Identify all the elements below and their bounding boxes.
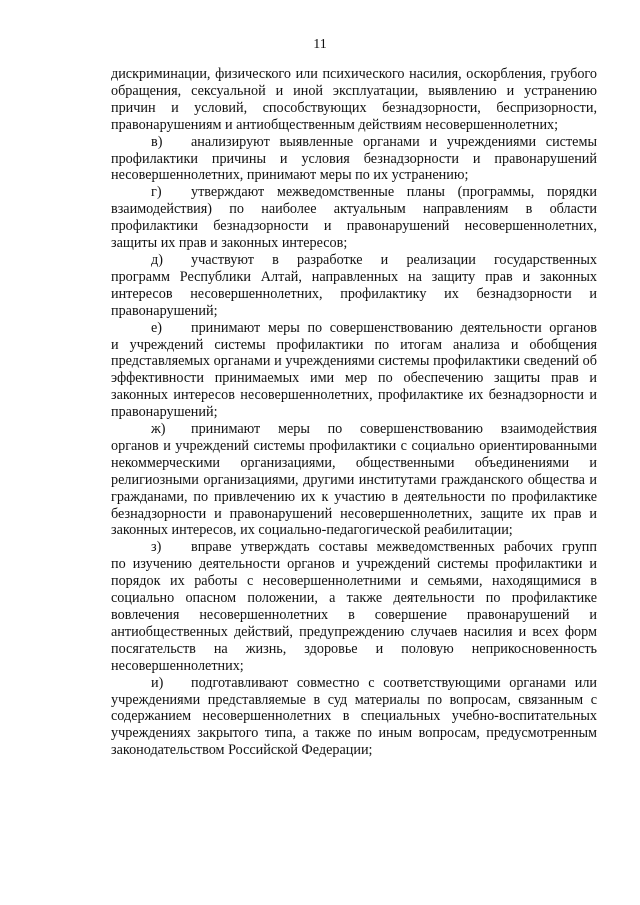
item-first-line: утверждают межведомственные планы (программы, порядки (191, 184, 597, 201)
item-text: программ Республики Алтай, направленных на защиту прав и законных интересов несовершеннолетних, профилактику их безнадзорности и правонарушений; (111, 268, 597, 319)
document-body (111, 66, 597, 759)
list-item-zh (111, 421, 597, 539)
item-text: и учреждений системы профилактики по итогам анализа и обобщения представляемых органами и учреждениями системы профилактики сведений об эффективности принимаемых ими мер по обеспечению защиты прав и законных интересов несовершеннолетних, профилактике их безнадзорности и правонарушений; (111, 336, 597, 421)
item-text: профилактики причины и условия безнадзорности и правонарушений несовершеннолетних, принимают меры по их устранению; (111, 150, 597, 184)
item-letter: з) (151, 539, 162, 556)
item-letter: е) (151, 319, 163, 336)
list-item-z (111, 539, 597, 674)
item-first-line: участвуют в разработке и реализации государственных (191, 251, 597, 268)
list-item-g (111, 184, 597, 252)
item-first-line: подготавливают совместно с соответствующими органами или (191, 674, 597, 691)
item-letter: и) (151, 674, 164, 691)
item-text: органов и учреждений системы профилактики с социально ориентированными некоммерческими организациями, общественными объединениями и религиозными организациями, другими институтами гражданского общества и гражданами, по привлечению их к участию в деятельности по профилактике безнадзорности и правонарушений несовершеннолетних, защите их прав и законных интересов, их социально-педагогической реабилитации; (111, 437, 597, 539)
item-first-line: вправе утверждать составы межведомственных рабочих групп (191, 539, 597, 556)
item-letter: г) (151, 184, 162, 201)
item-first-line: принимают меры по совершенствованию деятельности органов (191, 319, 597, 336)
list-item-v (111, 134, 597, 185)
item-letter: ж) (151, 421, 166, 438)
page-number: 11 (313, 37, 327, 52)
list-item-i (111, 675, 597, 760)
list-item-d (111, 252, 597, 320)
item-text: взаимодействия) по наиболее актуальным направлениям в области профилактики безнадзорности и правонарушений несовершеннолетних, защиты их прав и законных интересов; (111, 201, 597, 252)
item-letter: д) (151, 251, 163, 268)
item-first-line: принимают меры по совершенствованию взаимодействия (191, 421, 597, 438)
list-item-e (111, 320, 597, 421)
item-text: по изучению деятельности органов и учреждений системы профилактики и порядок их работы с несовершеннолетними и семьями, находящимися в социально опасном положении, а также деятельности по профилактике вовлечения несовершеннолетних в совершение правонарушений и антиобщественных действий, предупреждению случаев насилия и всех форм посягательств на жизнь, здоровье и половую неприкосновенность несовершеннолетних; (111, 556, 597, 674)
item-letter: в) (151, 133, 163, 150)
item-first-line: анализируют выявленные органами и учреждениями системы (191, 133, 597, 150)
item-text: учреждениями представляемые в суд материалы по вопросам, связанным с содержанием несовершеннолетних в специальных учебно-воспитательных учреждениях закрытого типа, а также по иным вопросам, предусмотренным законодательством Российской Федерации; (111, 691, 597, 759)
intro-paragraph: дискриминации, физического или психического насилия, оскорбления, грубого обращения, сексуальной и иной эксплуатации, выявлению и устранению причин и условий, способствующих безнадзорности, беспризорности, правонарушениям и антиобщественным действиям несовершеннолетних; (111, 66, 597, 133)
